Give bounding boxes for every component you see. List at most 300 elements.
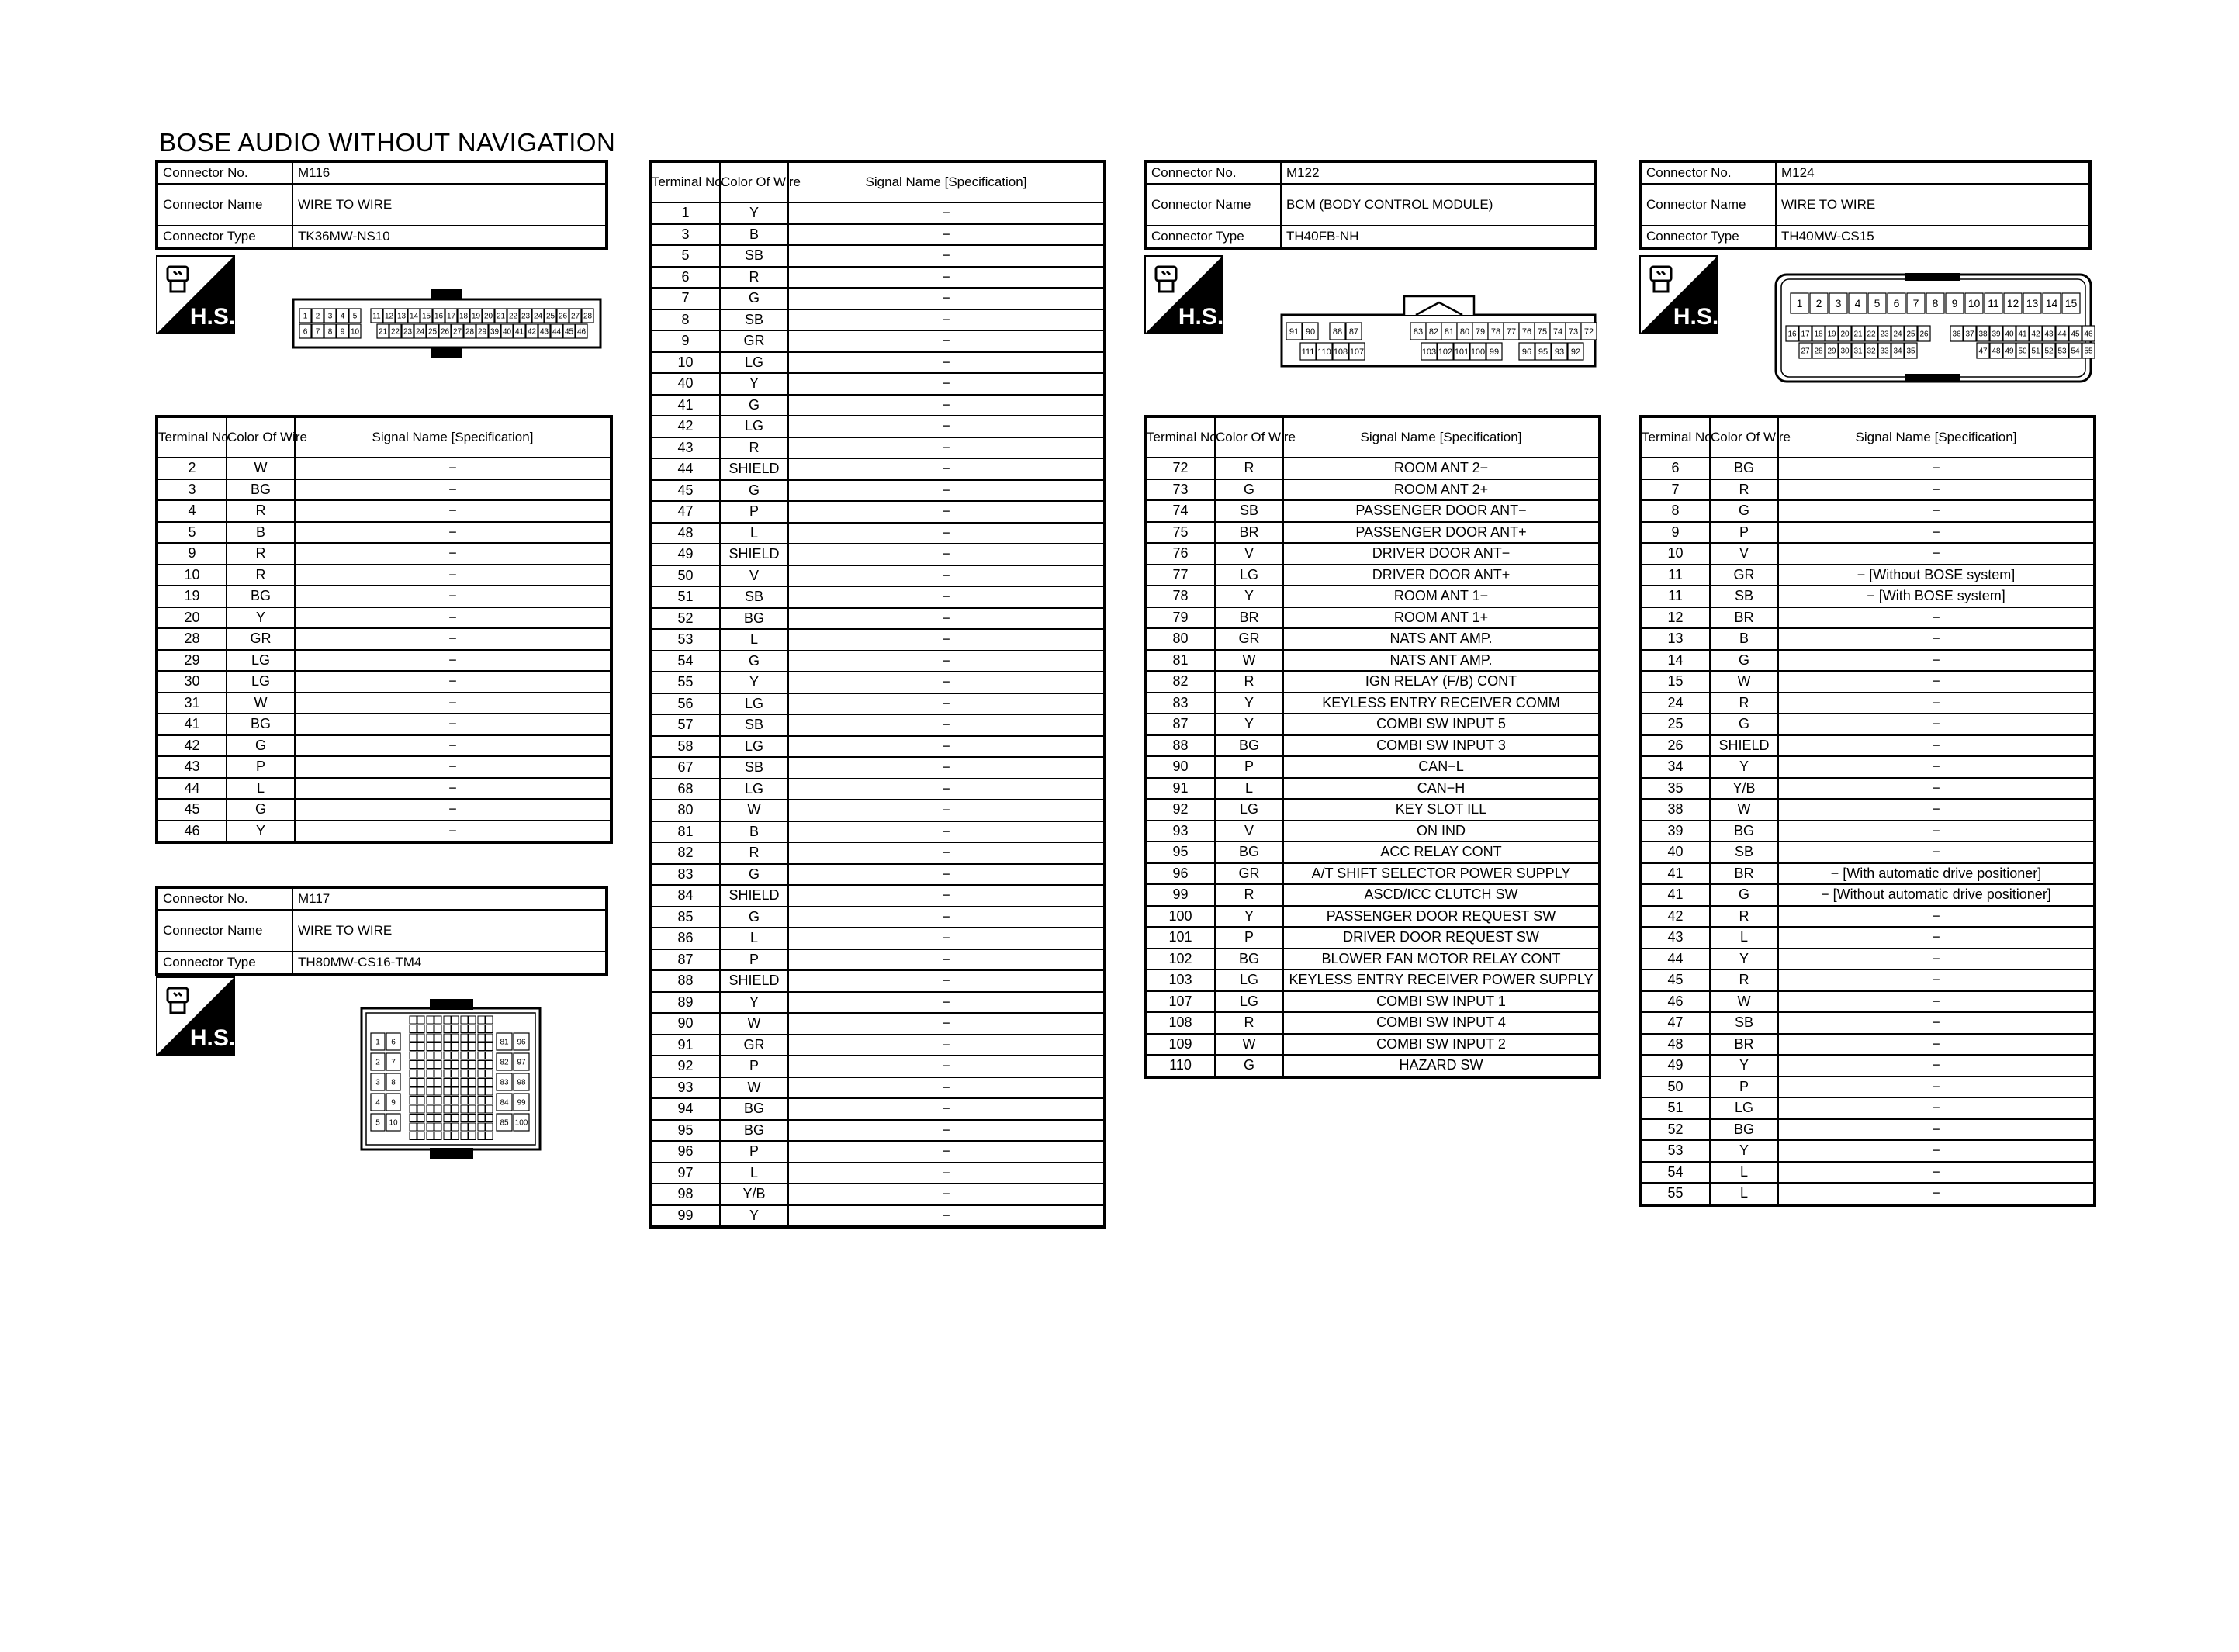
wire-color-cell: LG — [1215, 969, 1283, 991]
pin-number: 18 — [1814, 330, 1823, 339]
pin-number: 99 — [517, 1098, 526, 1108]
pin-cell — [452, 1115, 459, 1122]
signal-name-cell: − — [1778, 500, 2095, 522]
pin-cell — [486, 1105, 493, 1113]
wire-color-cell: GR — [227, 628, 295, 650]
table-row — [1145, 906, 1600, 928]
pin-cell — [444, 1123, 451, 1131]
wire-color-cell: BG — [1710, 1119, 1778, 1141]
signal-name-cell: − — [788, 842, 1105, 864]
signal-name-cell: − — [788, 437, 1105, 459]
wire-color-cell: LG — [720, 693, 788, 715]
wire-color-cell: W — [1215, 1034, 1283, 1056]
wire-color-cell: Y — [1710, 1055, 1778, 1077]
signal-name-cell: − — [788, 693, 1105, 715]
pin-cell — [486, 1079, 493, 1087]
terminal-no-cell: 41 — [157, 714, 227, 735]
pin-cell — [417, 1123, 424, 1131]
table-row — [650, 458, 1105, 480]
pin-number: 7 — [391, 1058, 396, 1067]
table-row — [650, 544, 1105, 565]
wire-color-cell: SB — [720, 757, 788, 779]
hs-label: H.S. — [189, 304, 236, 330]
table-row — [1640, 607, 2095, 629]
connector-name-label: Connector Name — [157, 910, 292, 952]
terminal-no-cell: 9 — [1640, 522, 1710, 544]
pin-cell — [478, 1025, 485, 1033]
pin-cell — [434, 1034, 441, 1042]
wire-color-cell: R — [720, 267, 788, 289]
signal-name-cell: − — [295, 650, 611, 672]
table-row — [650, 736, 1105, 758]
terminal-no-cell: 52 — [1640, 1119, 1710, 1141]
wire-color-cell: V — [1215, 821, 1283, 842]
signal-name-cell: − — [788, 1163, 1105, 1184]
wire-color-cell: R — [1710, 906, 1778, 928]
signal-name-cell: − — [788, 352, 1105, 374]
terminal-no-cell: 8 — [650, 309, 720, 331]
table-row — [1145, 607, 1600, 629]
pin-number: 9 — [391, 1098, 396, 1108]
pin-cell — [478, 1034, 485, 1042]
pin-cell — [486, 1025, 493, 1033]
table-row — [1640, 991, 2095, 1013]
signal-name-cell: − — [295, 543, 611, 565]
signal-name-cell: − — [788, 480, 1105, 502]
table-row — [157, 586, 611, 607]
wire-color-cell: SHIELD — [720, 885, 788, 907]
table-row — [650, 1205, 1105, 1228]
terminal-no-cell: 83 — [1145, 693, 1215, 714]
table-row — [1640, 1140, 2095, 1162]
pin-number: 13 — [396, 312, 407, 321]
pin-number: 14 — [409, 312, 419, 321]
wire-color-cell: SB — [720, 245, 788, 267]
pin-number: 40 — [502, 327, 512, 337]
pin-cell — [478, 1097, 485, 1104]
wire-color-cell: Y/B — [720, 1184, 788, 1205]
table-row — [1145, 778, 1600, 800]
terminal-no-header: Terminal No. — [1640, 416, 1710, 458]
signal-name-cell: DRIVER DOOR ANT− — [1283, 543, 1600, 565]
wire-color-cell: Y — [1215, 693, 1283, 714]
wire-color-cell: L — [720, 1163, 788, 1184]
signal-name-cell: COMBI SW INPUT 4 — [1283, 1012, 1600, 1034]
pin-cell — [452, 1043, 459, 1051]
connector-name-value: WIRE TO WIRE — [292, 910, 607, 952]
pin-cell — [469, 1115, 476, 1122]
table-row — [1145, 586, 1600, 607]
wire-color-cell: BG — [720, 1120, 788, 1142]
signal-name-cell: − — [788, 651, 1105, 672]
pin-number: 39 — [490, 327, 500, 337]
terminal-no-cell: 93 — [650, 1077, 720, 1099]
pin-cell — [478, 1087, 485, 1095]
terminal-no-cell: 11 — [1640, 586, 1710, 607]
wire-color-cell: L — [720, 523, 788, 544]
pin-number: 22 — [390, 327, 400, 337]
table-row — [650, 672, 1105, 693]
pin-number: 31 — [1853, 347, 1863, 356]
pin-number: 11 — [1988, 296, 1999, 309]
table-row — [1145, 799, 1600, 821]
signal-table-m124 — [1639, 415, 2096, 1207]
table-row — [1640, 1034, 2095, 1056]
signal-name-cell: − — [1778, 479, 2095, 501]
pin-cell — [434, 1097, 441, 1104]
connector-type-value: TH40MW-CS15 — [1776, 226, 2090, 248]
table-row — [1640, 543, 2095, 565]
signal-name-cell: − — [788, 757, 1105, 779]
wire-color-cell: LG — [720, 736, 788, 758]
table-row — [1640, 586, 2095, 607]
terminal-no-cell: 34 — [1640, 756, 1710, 778]
terminal-no-cell: 15 — [1640, 671, 1710, 693]
signal-name-cell: − — [788, 779, 1105, 800]
terminal-no-cell: 44 — [1640, 949, 1710, 970]
pin-cell — [410, 1087, 417, 1095]
connector-type-value: TK36MW-NS10 — [292, 226, 607, 248]
wire-color-cell: P — [720, 1141, 788, 1163]
signal-name-cell: − — [788, 629, 1105, 651]
pin-cell — [410, 1043, 417, 1051]
pin-number: 17 — [1801, 330, 1810, 339]
table-row — [650, 565, 1105, 587]
signal-name-cell: − — [295, 586, 611, 607]
terminal-no-cell: 76 — [1145, 543, 1215, 565]
pin-cell — [427, 1070, 434, 1077]
terminal-no-cell: 68 — [650, 779, 720, 800]
terminal-no-cell: 82 — [1145, 671, 1215, 693]
wire-color-cell: BR — [1215, 522, 1283, 544]
table-row — [650, 1141, 1105, 1163]
wire-color-cell: R — [227, 565, 295, 586]
signal-name-cell: − — [788, 928, 1105, 949]
pin-cell — [427, 1097, 434, 1104]
terminal-no-cell: 87 — [650, 949, 720, 971]
pin-number: 96 — [517, 1038, 526, 1047]
signal-name-cell: − — [788, 309, 1105, 331]
pin-number: 29 — [477, 327, 487, 337]
pin-number: 34 — [1893, 347, 1902, 356]
terminal-no-cell: 46 — [1640, 991, 1710, 1013]
connector-face-m124 — [1774, 270, 2093, 386]
pin-cell — [469, 1132, 476, 1140]
harness-side-icon — [1640, 256, 1718, 334]
terminal-no-cell: 92 — [1145, 799, 1215, 821]
wire-color-cell: R — [227, 543, 295, 565]
pin-number: 32 — [1867, 347, 1876, 356]
signal-name-cell: − — [788, 970, 1105, 992]
terminal-no-cell: 90 — [1145, 756, 1215, 778]
table-row — [1145, 1034, 1600, 1056]
terminal-no-cell: 107 — [1145, 991, 1215, 1013]
pin-number: 6 — [391, 1038, 396, 1047]
table-row — [1640, 693, 2095, 714]
pin-number: 4 — [1854, 296, 1861, 309]
wire-color-cell: SB — [1215, 500, 1283, 522]
pin-number: 97 — [517, 1058, 526, 1067]
terminal-no-cell: 109 — [1145, 1034, 1215, 1056]
wire-color-cell: Y — [720, 672, 788, 693]
signal-name-cell: − — [295, 628, 611, 650]
terminal-no-cell: 45 — [650, 480, 720, 502]
signal-name-cell: − [Without BOSE system] — [1778, 565, 2095, 586]
connector-no-label: Connector No. — [1640, 161, 1776, 184]
wire-color-cell: LG — [720, 416, 788, 437]
terminal-no-cell: 4 — [157, 500, 227, 522]
wire-color-cell: G — [1215, 1055, 1283, 1077]
wire-color-cell: SB — [720, 714, 788, 736]
signal-table-m117 — [649, 160, 1106, 1229]
wire-color-cell: Y — [1710, 1140, 1778, 1162]
signal-name-cell: ROOM ANT 2− — [1283, 458, 1600, 479]
pin-number: 13 — [2026, 296, 2039, 309]
wire-color-cell: R — [1215, 671, 1283, 693]
pin-number: 54 — [2071, 347, 2080, 356]
wire-color-cell: L — [227, 778, 295, 800]
wire-color-cell: G — [227, 735, 295, 757]
signal-name-cell: − — [788, 288, 1105, 309]
signal-name-cell: − — [788, 224, 1105, 246]
signal-name-cell: − — [788, 544, 1105, 565]
signal-name-cell: KEY SLOT ILL — [1283, 799, 1600, 821]
table-row — [1640, 1077, 2095, 1098]
signal-name-cell: − — [788, 907, 1105, 928]
pin-number: 74 — [1552, 327, 1563, 337]
pin-number: 16 — [434, 312, 444, 321]
table-row — [1640, 650, 2095, 672]
pin-number: 10 — [389, 1118, 398, 1128]
terminal-no-cell: 19 — [157, 586, 227, 607]
pin-cell — [434, 1070, 441, 1077]
terminal-no-cell: 96 — [650, 1141, 720, 1163]
pin-number: 46 — [576, 327, 587, 337]
pin-number: 21 — [1853, 330, 1863, 339]
pin-number: 19 — [471, 312, 481, 321]
table-row — [1145, 991, 1600, 1013]
pin-number: 91 — [1289, 327, 1299, 337]
pin-cell — [410, 1132, 417, 1140]
wire-color-cell: B — [720, 821, 788, 843]
pin-cell — [444, 1034, 451, 1042]
terminal-no-cell: 50 — [650, 565, 720, 587]
terminal-no-cell: 44 — [157, 778, 227, 800]
pin-number: 43 — [539, 327, 549, 337]
pin-number: 23 — [403, 327, 413, 337]
wire-color-cell: BG — [720, 608, 788, 630]
hs-label: H.S. — [1673, 304, 1719, 330]
harness-side-icon — [157, 256, 234, 334]
wire-color-cell: W — [227, 693, 295, 714]
pin-number: 44 — [2057, 330, 2067, 339]
pin-number: 4 — [340, 312, 345, 321]
wire-color-cell: W — [1710, 671, 1778, 693]
table-row — [650, 373, 1105, 395]
signal-name-header: Signal Name [Specification] — [295, 416, 611, 458]
signal-name-cell: − — [1778, 1140, 2095, 1162]
terminal-no-cell: 95 — [1145, 842, 1215, 863]
table-row — [157, 799, 611, 821]
pin-number: 52 — [2044, 347, 2054, 356]
wire-color-cell: G — [1710, 714, 1778, 735]
pin-cell — [427, 1079, 434, 1087]
terminal-no-cell: 82 — [650, 842, 720, 864]
pin-number: 20 — [483, 312, 493, 321]
connector-lock — [431, 289, 462, 299]
table-row — [650, 330, 1105, 352]
pin-cell — [478, 1061, 485, 1069]
signal-name-cell: − — [788, 1077, 1105, 1099]
wire-color-cell: SHIELD — [720, 544, 788, 565]
table-row — [1640, 671, 2095, 693]
terminal-no-cell: 95 — [650, 1120, 720, 1142]
signal-name-cell: − — [1778, 949, 2095, 970]
pin-number: 81 — [500, 1038, 509, 1047]
wire-color-cell: BG — [1215, 842, 1283, 863]
table-row — [157, 522, 611, 544]
terminal-no-cell: 81 — [650, 821, 720, 843]
signal-name-cell: − — [295, 565, 611, 586]
pin-number: 83 — [500, 1078, 509, 1087]
pin-cell — [486, 1034, 493, 1042]
signal-name-cell: − — [788, 1141, 1105, 1163]
pin-number: 40 — [2005, 330, 2014, 339]
pin-cell — [452, 1034, 459, 1042]
table-row — [1145, 500, 1600, 522]
terminal-no-cell: 7 — [650, 288, 720, 309]
table-row — [157, 543, 611, 565]
wire-color-cell: R — [720, 842, 788, 864]
pin-cell — [444, 1025, 451, 1033]
pin-cell — [410, 1079, 417, 1087]
table-row — [650, 501, 1105, 523]
pin-cell — [444, 1052, 451, 1059]
pin-number: 19 — [1827, 330, 1836, 339]
wire-color-cell: G — [720, 395, 788, 416]
pin-cell — [434, 1079, 441, 1087]
signal-name-cell: − — [1778, 842, 2095, 863]
table-row — [1145, 1055, 1600, 1077]
terminal-no-cell: 101 — [1145, 927, 1215, 949]
wire-color-cell: BG — [1710, 821, 1778, 842]
pin-number: 77 — [1506, 327, 1517, 337]
wire-color-cell: G — [1710, 650, 1778, 672]
wire-color-cell: P — [720, 501, 788, 523]
pin-number: 42 — [527, 327, 537, 337]
pin-number: 26 — [1919, 330, 1929, 339]
wire-color-cell: BG — [1215, 735, 1283, 757]
pin-number: 21 — [496, 312, 506, 321]
terminal-no-cell: 10 — [1640, 543, 1710, 565]
pin-number: 79 — [1475, 327, 1486, 337]
pin-number: 22 — [1867, 330, 1876, 339]
connector-info-m117 — [155, 886, 608, 976]
pin-cell — [452, 1087, 459, 1095]
signal-name-cell: − — [788, 395, 1105, 416]
table-row — [650, 693, 1105, 715]
signal-name-cell: COMBI SW INPUT 1 — [1283, 991, 1600, 1013]
table-row — [650, 608, 1105, 630]
pin-cell — [452, 1123, 459, 1131]
wire-color-cell: SB — [1710, 842, 1778, 863]
table-row — [650, 864, 1105, 886]
pin-number: 43 — [2044, 330, 2054, 339]
wire-color-cell: L — [1710, 927, 1778, 949]
pin-number: 39 — [1992, 330, 2001, 339]
signal-name-cell: − — [788, 800, 1105, 821]
pin-number: 80 — [1459, 327, 1470, 337]
terminal-no-cell: 83 — [650, 864, 720, 886]
pin-cell — [452, 1052, 459, 1059]
pin-cell — [469, 1025, 476, 1033]
pin-cell — [417, 1052, 424, 1059]
connector-type-label: Connector Type — [157, 952, 292, 974]
color-of-wire-header: Color Of Wire — [227, 416, 295, 458]
table-row — [650, 1163, 1105, 1184]
pin-number: 16 — [1787, 330, 1797, 339]
signal-name-cell: PASSENGER DOOR ANT+ — [1283, 522, 1600, 544]
table-row — [1145, 969, 1600, 991]
connector-no-value: M117 — [292, 887, 607, 910]
pin-number: 98 — [517, 1078, 526, 1087]
wire-color-cell: BR — [1710, 1034, 1778, 1056]
table-row — [1145, 949, 1600, 970]
pin-number: 73 — [1568, 327, 1579, 337]
terminal-no-cell: 50 — [1640, 1077, 1710, 1098]
connector-info-m124 — [1639, 160, 2092, 250]
terminal-no-cell: 103 — [1145, 969, 1215, 991]
table-row — [650, 1077, 1105, 1099]
wire-color-cell: R — [1215, 884, 1283, 906]
terminal-no-cell: 80 — [650, 800, 720, 821]
connector-face-m117 — [360, 997, 543, 1160]
connector-name-label: Connector Name — [157, 184, 292, 226]
wire-color-cell: W — [720, 1077, 788, 1099]
connector-type-value: TH80MW-CS16-TM4 — [292, 952, 607, 974]
wire-color-cell: V — [720, 565, 788, 587]
signal-name-cell: − — [1778, 1012, 2095, 1034]
pin-cell — [452, 1016, 459, 1024]
pin-number: 3 — [375, 1078, 380, 1087]
pin-cell — [417, 1105, 424, 1113]
signal-name-cell: − — [295, 714, 611, 735]
pin-cell — [410, 1115, 417, 1122]
wire-color-cell: Y/B — [1710, 778, 1778, 800]
signal-name-cell: − — [295, 458, 611, 479]
pin-number: 48 — [1992, 347, 2001, 356]
connector-type-label: Connector Type — [157, 226, 292, 248]
table-row — [1145, 458, 1600, 479]
pin-number: 29 — [1827, 347, 1836, 356]
table-row — [650, 1098, 1105, 1120]
table-row — [1640, 479, 2095, 501]
pin-cell — [469, 1105, 476, 1113]
table-row — [1145, 565, 1600, 586]
pin-number: 22 — [508, 312, 518, 321]
pin-number: 102 — [1438, 347, 1453, 357]
table-row — [650, 1120, 1105, 1142]
terminal-no-cell: 5 — [650, 245, 720, 267]
terminal-no-cell: 89 — [650, 992, 720, 1014]
table-row — [1145, 884, 1600, 906]
terminal-no-cell: 43 — [157, 756, 227, 778]
pin-number: 2 — [375, 1058, 380, 1067]
pin-number: 7 — [315, 327, 320, 337]
terminal-no-cell: 96 — [1145, 863, 1215, 885]
wire-color-cell: G — [1215, 479, 1283, 501]
table-row — [157, 714, 611, 735]
